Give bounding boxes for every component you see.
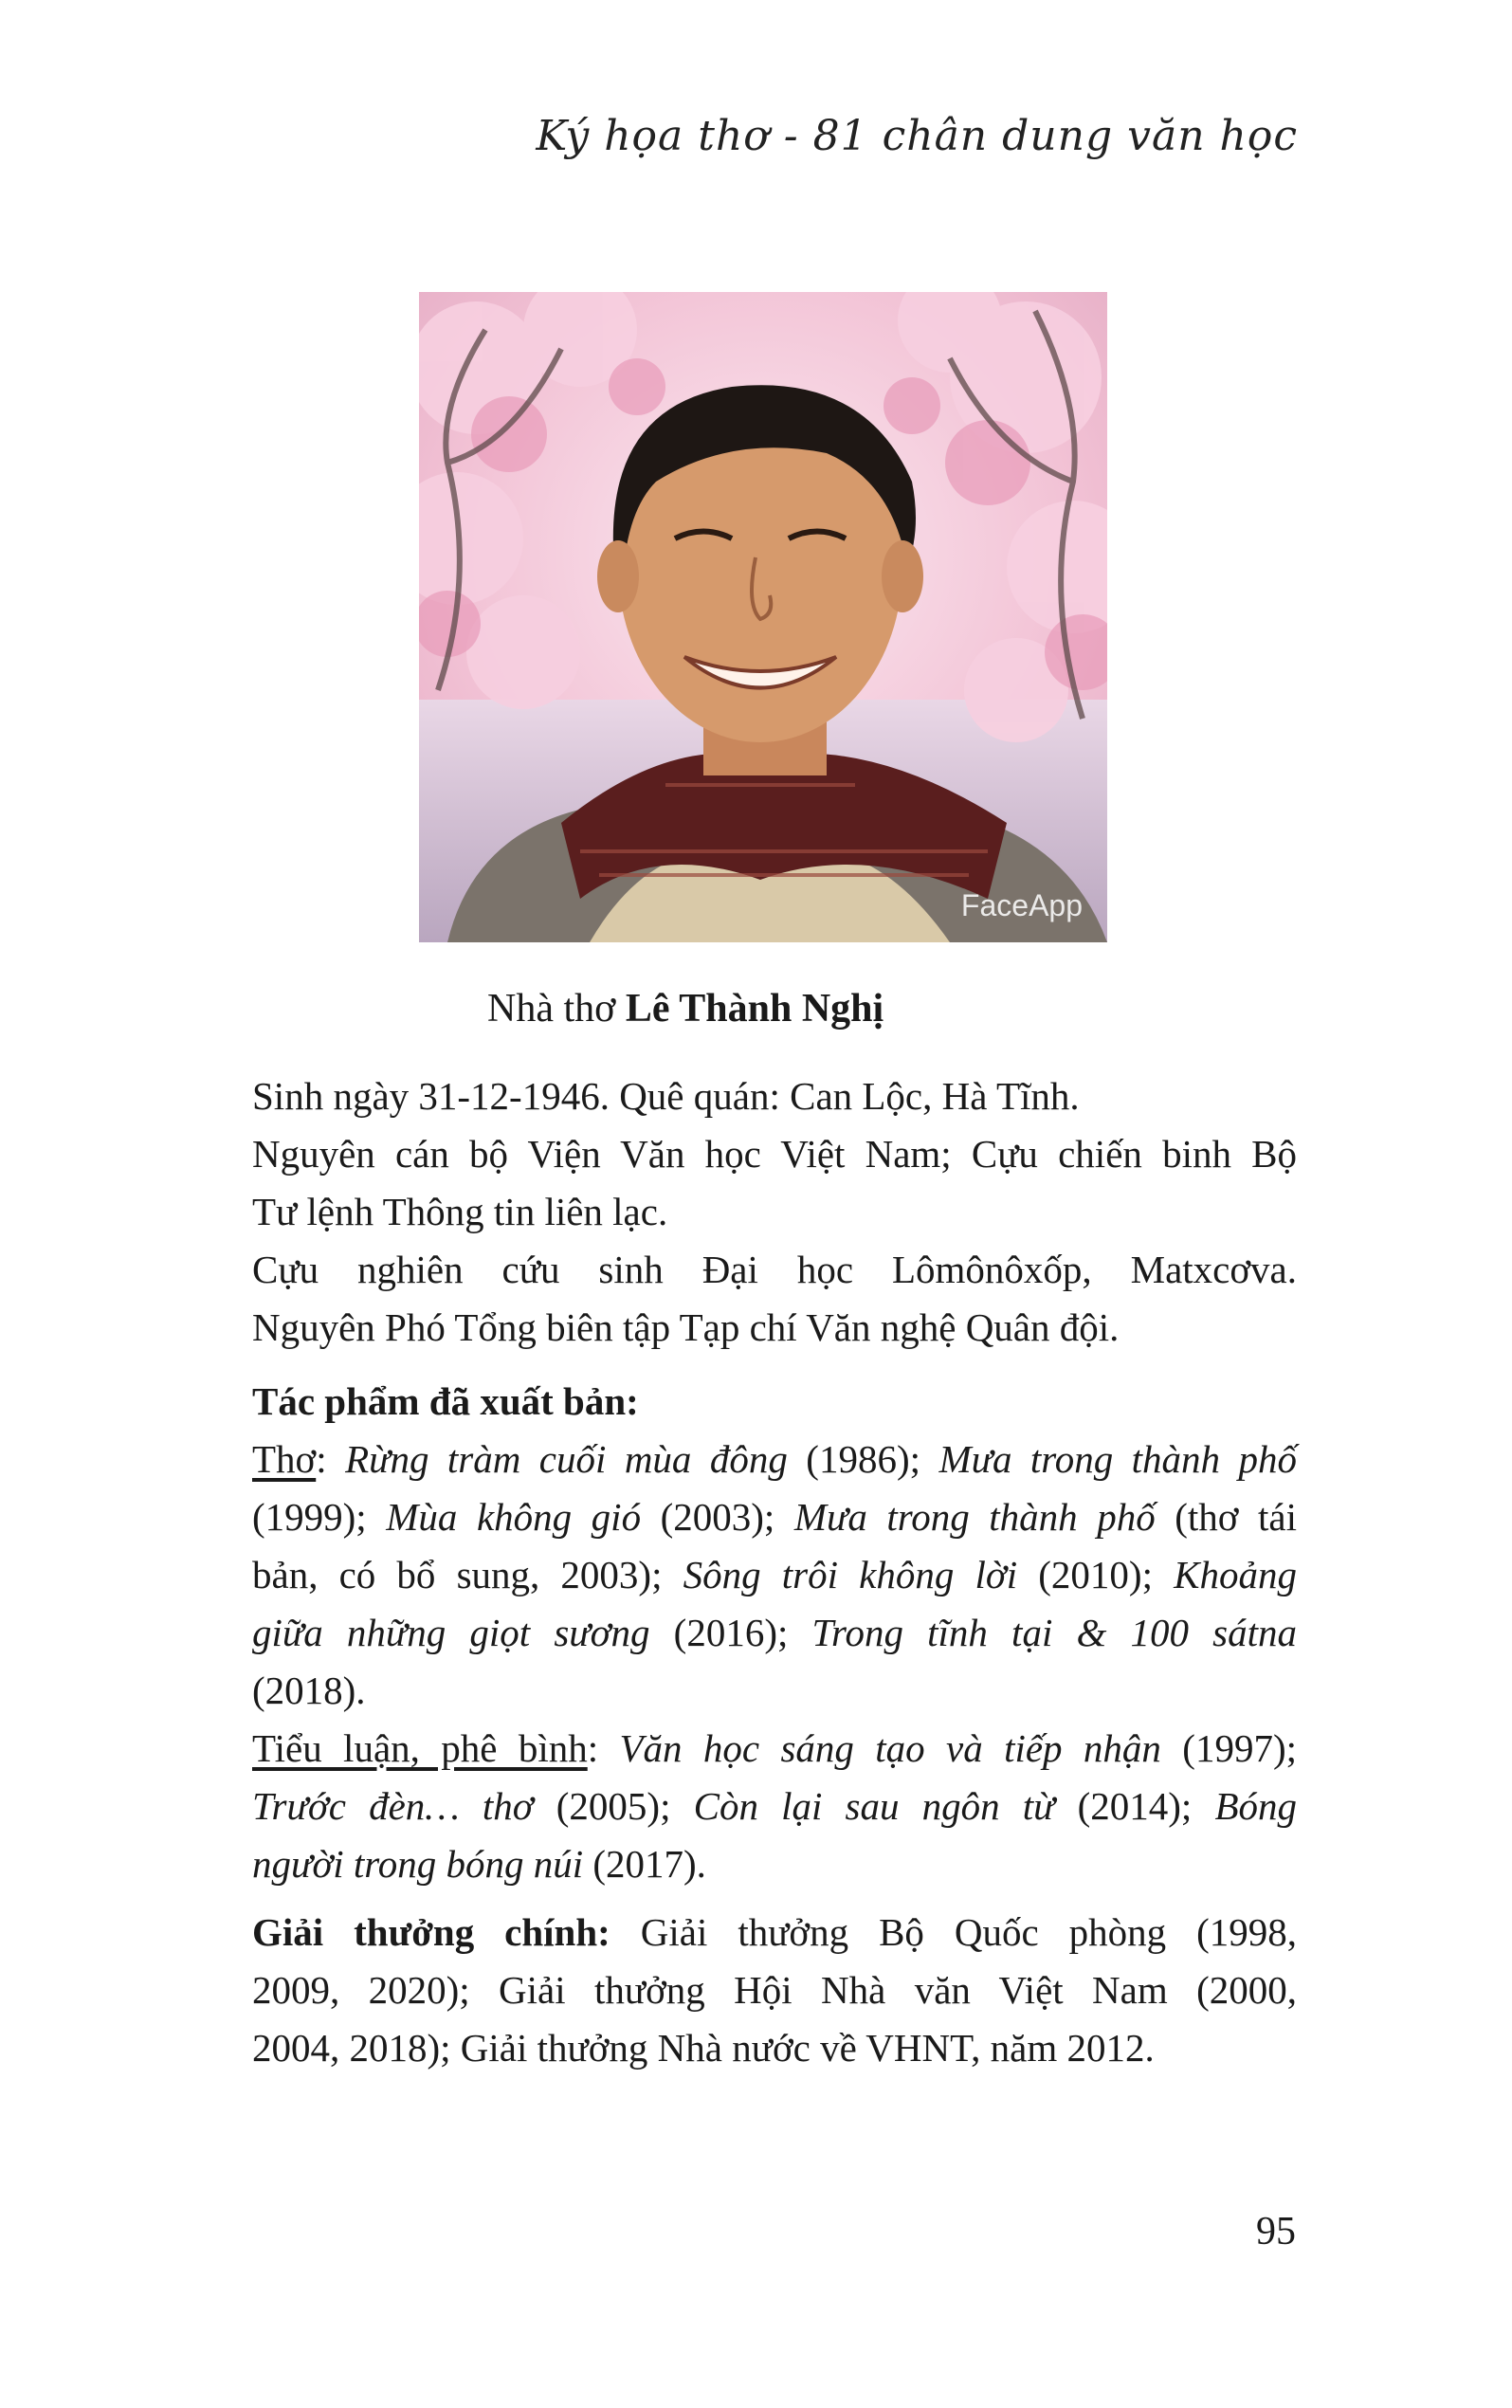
poetry-line-5: (2018). — [252, 1669, 366, 1712]
work-title: Trước đèn… thơ — [252, 1784, 534, 1828]
awards-line-3: 2004, 2018); Giải thưởng Nhà nước về VHNT, năm 2012. — [252, 2026, 1155, 2070]
bio-line: Cựu nghiên cứu sinh Đại học Lômônôxốp, Matxcơva. — [252, 1248, 1297, 1291]
awards-line-1: Giải thưởng chính: Giải thưởng Bộ Quốc phòng (1998, — [252, 1910, 1297, 1954]
author-name: Lê Thành Nghị — [625, 987, 884, 1031]
faceapp-watermark: FaceApp — [960, 888, 1083, 922]
work-title: Khoảng — [1174, 1553, 1297, 1596]
bio-line: Tư lệnh Thông tin liên lạc. — [252, 1190, 668, 1233]
poetry-line-3: bản, có bổ sung, 2003); Sông trôi không lời (2010); Khoảng — [252, 1553, 1297, 1596]
biography — [252, 1067, 1297, 1357]
published-works — [252, 1373, 1297, 1893]
author-portrait — [419, 292, 1107, 942]
essays-line-2: Trước đèn… thơ (2005); Còn lại sau ngôn từ (2014); Bóng — [252, 1784, 1297, 1828]
essays-line-1: Tiểu luận, phê bình: Văn học sáng tạo và tiếp nhận (1997); — [252, 1726, 1297, 1770]
essays-line-3: người trong bóng núi (2017). — [252, 1842, 706, 1886]
work-title: Trong tĩnh tại & 100 sátna — [811, 1611, 1297, 1654]
work-title: người trong bóng núi — [252, 1842, 584, 1886]
poetry-line-2: (1999); Mùa không gió (2003); Mưa trong thành phố (thơ tái — [252, 1495, 1298, 1539]
bio-line: Sinh ngày 31-12-1946. Quê quán: Can Lộc, Hà Tĩnh. — [252, 1074, 1080, 1118]
awards-line-2: 2009, 2020); Giải thưởng Hội Nhà văn Việt Nam (2000, — [252, 1968, 1297, 2012]
work-title: Rừng tràm cuối mùa đông — [345, 1437, 788, 1481]
portrait-caption — [487, 986, 884, 1031]
work-title: Văn học sáng tạo và tiếp nhận — [619, 1726, 1161, 1770]
awards-label: Giải thưởng chính: — [252, 1910, 610, 1954]
page-number: 95 — [1256, 2210, 1296, 2253]
running-header: Ký họa thơ - 81 chân dung văn học — [536, 112, 1298, 160]
work-title: Mùa không gió — [386, 1495, 642, 1539]
bio-line: Nguyên cán bộ Viện Văn học Việt Nam; Cựu chiến binh Bộ — [252, 1132, 1297, 1176]
work-title: giữa những giọt sương — [252, 1611, 650, 1654]
caption-prefix: Nhà thơ — [487, 987, 616, 1031]
work-title: Mưa trong thành phố — [938, 1437, 1297, 1481]
poetry-line-4: giữa những giọt sương (2016); Trong tĩnh tại & 100 sátna — [252, 1611, 1297, 1654]
awards — [252, 1904, 1297, 2077]
works-heading: Tác phẩm đã xuất bản: — [252, 1379, 639, 1423]
work-title: Bóng — [1214, 1784, 1297, 1828]
work-title: Mưa trong thành phố — [793, 1495, 1156, 1539]
work-title: Còn lại sau ngôn từ — [693, 1784, 1055, 1828]
poetry-line-1: Thơ: Rừng tràm cuối mùa đông (1986); Mưa trong thành phố — [252, 1437, 1297, 1481]
work-title: Sông trôi không lời — [683, 1553, 1018, 1596]
poetry-label: Thơ — [252, 1437, 317, 1481]
essays-label: Tiểu luận, phê bình — [252, 1726, 588, 1770]
portrait-image — [419, 292, 1107, 942]
bio-line: Nguyên Phó Tổng biên tập Tạp chí Văn nghệ Quân đội. — [252, 1305, 1120, 1349]
